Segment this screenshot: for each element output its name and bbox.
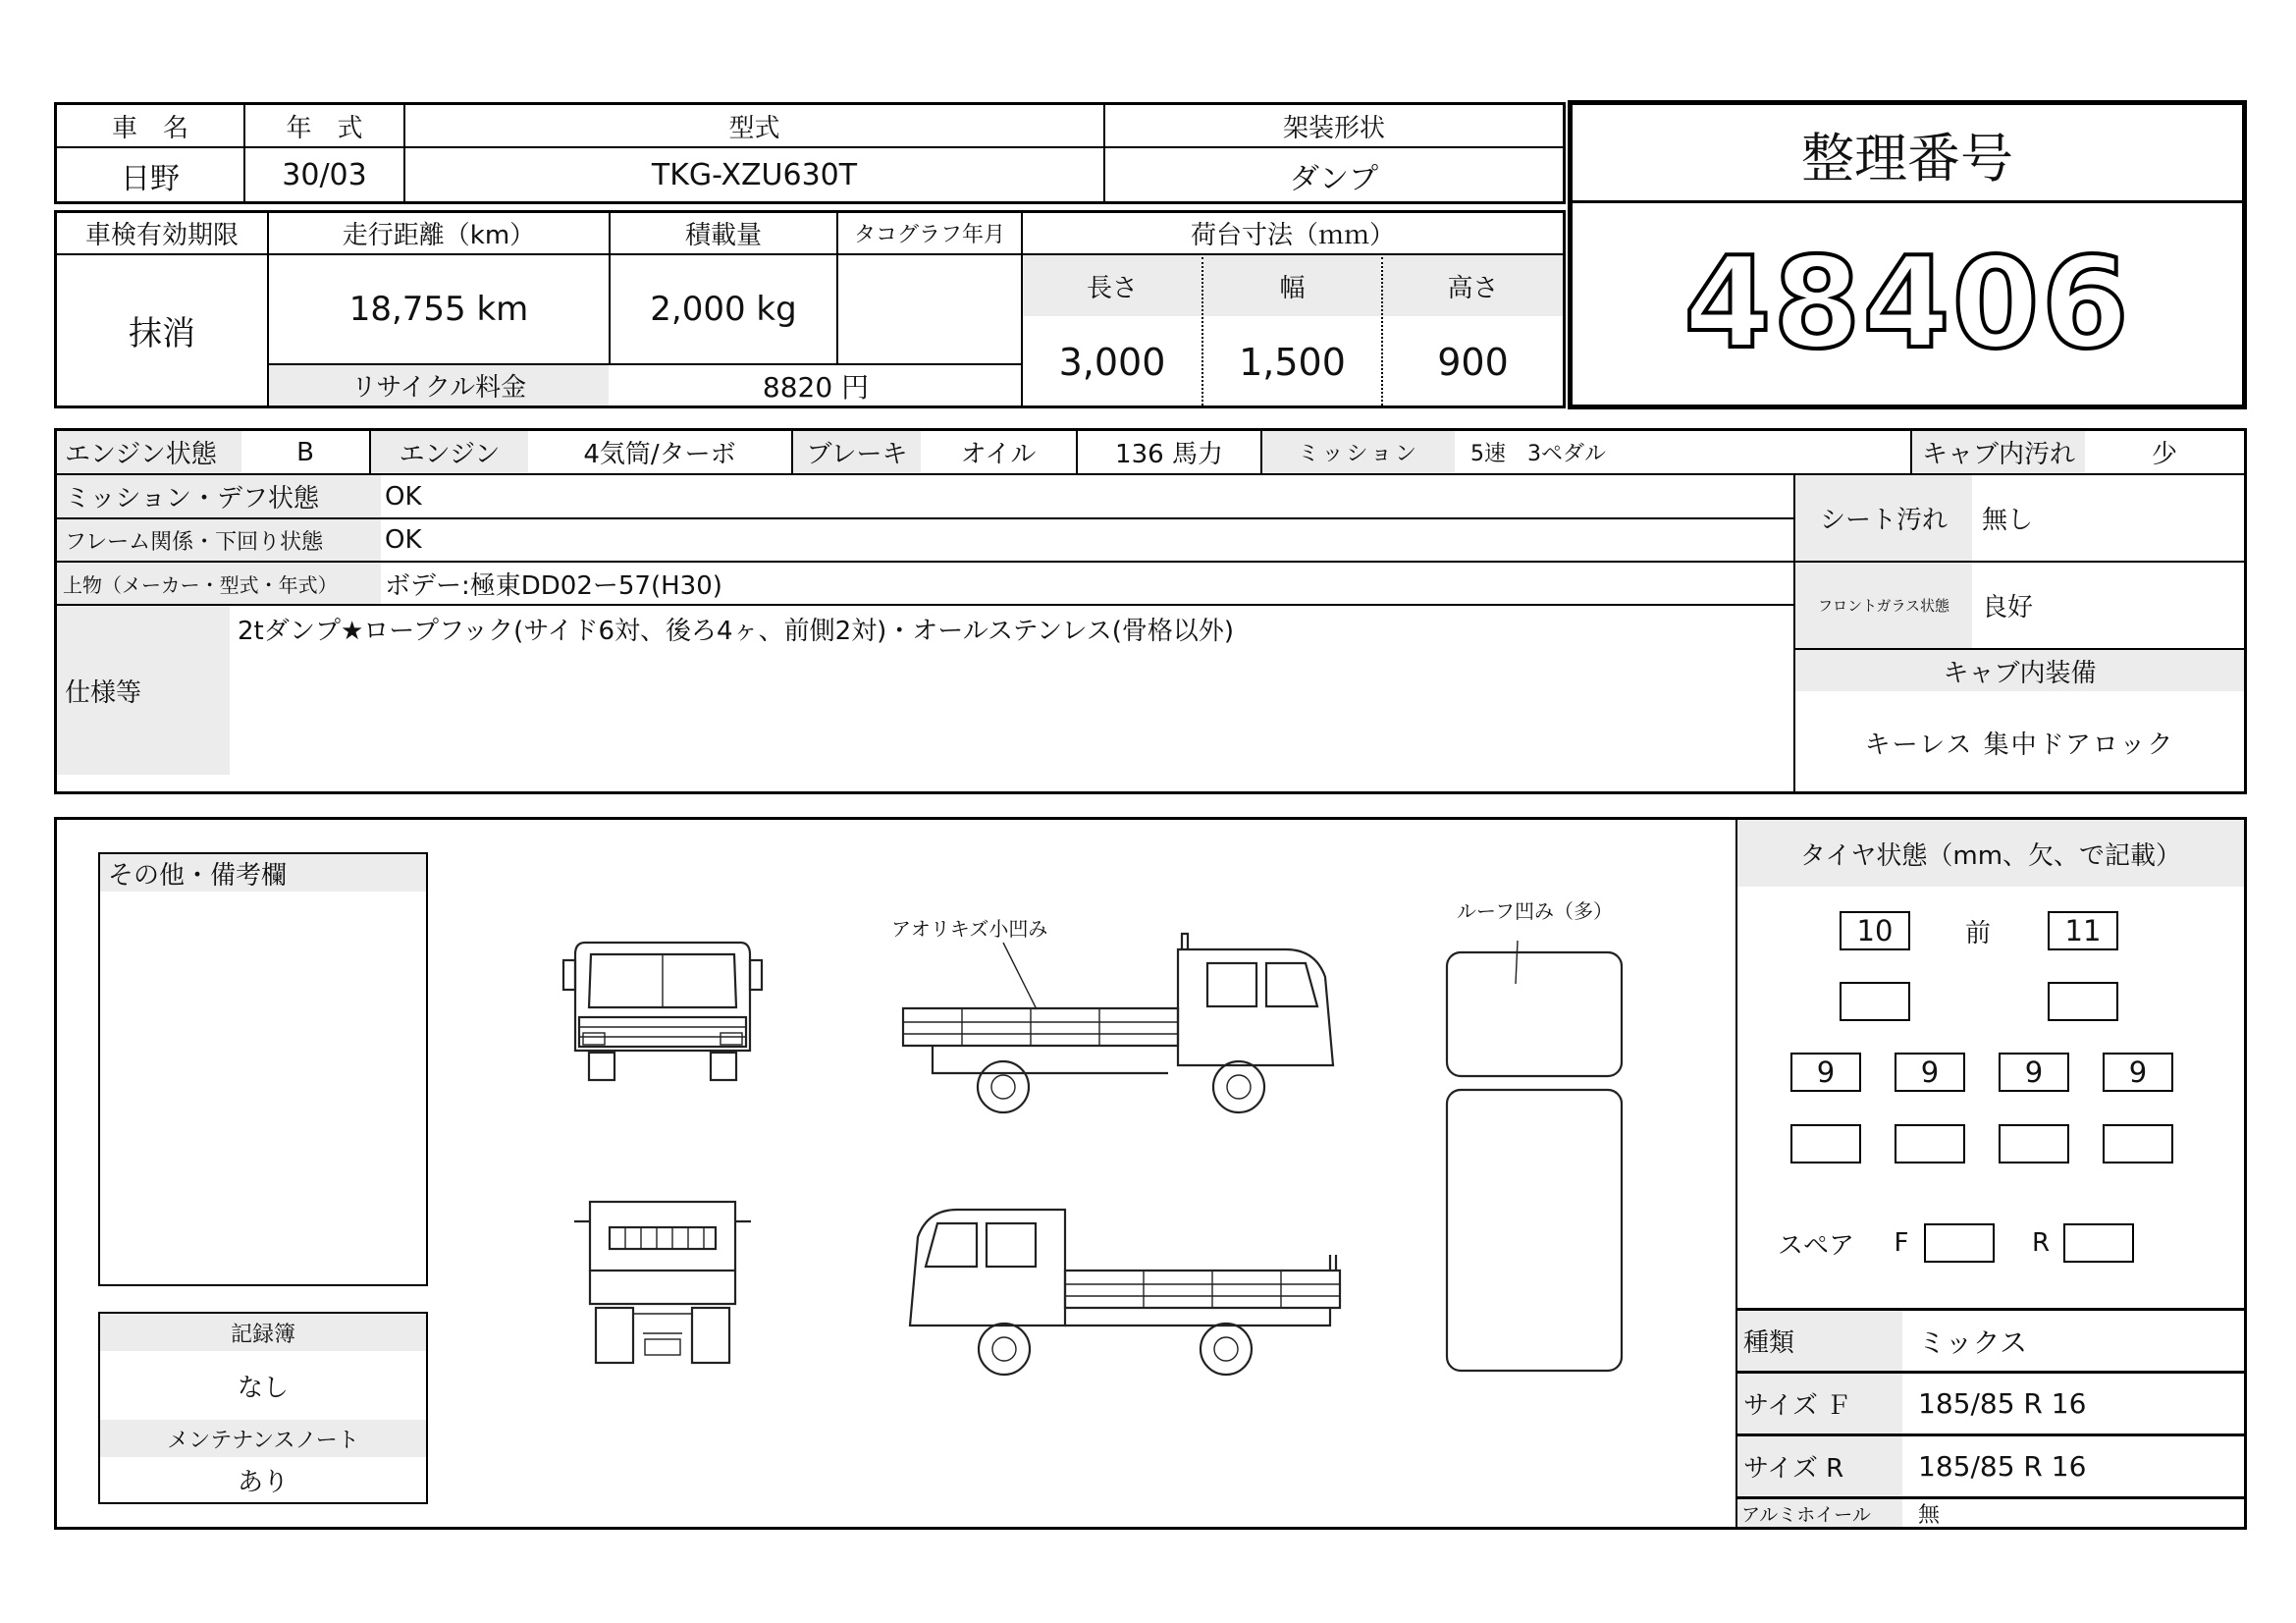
body-type-value: ダンプ [1289, 161, 1379, 196]
frame-value: OK [385, 525, 422, 555]
cab-equip-value: キーレス 集中ドアロック [1864, 730, 2175, 760]
tyre-type-value: ミックス [1918, 1325, 2028, 1359]
tyre-rear-2: 9 [1895, 1053, 1965, 1092]
tyre-rear-4: 9 [2103, 1053, 2173, 1092]
glass-value: 良好 [1982, 593, 2034, 622]
tacho-value [838, 255, 1021, 363]
model-label: 型式 [728, 113, 780, 143]
inspection-value: 抹消 [129, 314, 195, 353]
spare-r-label: R [2031, 1228, 2051, 1258]
recycle-label: リサイクル料金 [269, 365, 609, 406]
length-label: 長さ [1023, 255, 1201, 316]
truck-side-view-left [898, 1188, 1350, 1384]
truck-front-view [550, 933, 775, 1100]
inspection-label: 車検有効期限 [84, 221, 239, 250]
alloy-value: 無 [1918, 1502, 1941, 1528]
diff-value: OK [385, 481, 422, 512]
serial-number: 48406 [1683, 231, 2131, 377]
brake-label: ブレーキ [793, 431, 921, 473]
year-label: 年 式 [286, 113, 363, 143]
bed-dimension-label: 荷台寸法（ｍｍ） [1190, 221, 1395, 250]
tyre-front-right: 11 [2048, 911, 2118, 950]
size-r-value: 185/85 R 16 [1918, 1450, 2087, 1483]
tyre-front-label: 前 [1964, 918, 1991, 948]
truck-side-view-right [893, 938, 1345, 1124]
serial-label: 整理番号 [1801, 127, 2013, 189]
tyre-title: タイヤ状態（mm、欠、で記載） [1737, 820, 2244, 887]
model-value: TKG-XZU630T [651, 158, 858, 192]
seat-value: 無し [1982, 506, 2034, 535]
mission-value: 5速 3ペダル [1470, 442, 1606, 466]
upper-label: 上物（メーカー・型式・年式） [57, 563, 381, 604]
horsepower-value: 136 馬力 [1115, 440, 1223, 469]
engine-state-label: エンジン状態 [57, 431, 241, 473]
note-side-pointer [1001, 941, 1060, 1019]
tyre-rear-2-box [1895, 1124, 1965, 1163]
body-type-label: 架装形状 [1282, 113, 1385, 143]
note-side-damage: アオリキズ小凹み [891, 917, 1048, 941]
spare-f-box [1924, 1223, 1995, 1263]
alloy-label: アルミホイール [1737, 1499, 1902, 1527]
truck-rear-view [564, 1196, 761, 1373]
diff-label: ミッション・デフ状態 [57, 475, 381, 517]
frame-label: フレーム関係・下回り状態 [57, 519, 381, 561]
spare-r-box [2063, 1223, 2134, 1263]
capacity-value: 2,000 kg [650, 290, 797, 329]
mission-label: ミッション [1262, 431, 1455, 473]
year-value: 30/03 [282, 158, 367, 192]
spare-label: スペア [1777, 1230, 1854, 1261]
record-label: 記録簿 [100, 1314, 426, 1351]
maker-value: 日野 [121, 161, 180, 196]
tyre-rear-3-box [1999, 1124, 2069, 1163]
spec-value: 2tダンプ★ロープフック(サイド6対、後ろ4ヶ、前側2対)・オールステンレス(骨格以外) [238, 617, 1235, 646]
width-value: 1,500 [1239, 340, 1346, 384]
size-f-label: サイズ Ｆ [1737, 1374, 1902, 1434]
tacho-label: タコグラフ年月 [853, 223, 1005, 247]
capacity-label: 積載量 [684, 221, 762, 250]
height-value: 900 [1437, 340, 1509, 384]
maker-label: 車 名 [111, 113, 188, 143]
cab-equip-label: キャブ内装備 [1795, 650, 2244, 691]
spare-f-label: F [1894, 1228, 1909, 1258]
height-label: 高さ [1383, 255, 1563, 316]
mileage-value: 18,755 km [348, 290, 529, 329]
note-roof-damage: ルーフ凹み（多） [1457, 899, 1613, 923]
cab-dirt-value: 少 [2151, 440, 2177, 469]
engine-label: エンジン [371, 431, 528, 473]
size-f-value: 185/85 R 16 [1918, 1387, 2087, 1420]
tyre-rear-1-box [1790, 1124, 1861, 1163]
tyre-rear-3: 9 [1999, 1053, 2069, 1092]
record-value: なし [237, 1373, 289, 1403]
seat-label: シート汚れ [1795, 475, 1972, 561]
tyre-front-left: 10 [1840, 911, 1910, 950]
tyre-front-left-box [1840, 982, 1910, 1021]
maintenance-label: メンテナンスノート [100, 1420, 426, 1457]
tyre-type-label: 種類 [1737, 1311, 1902, 1371]
tyre-rear-4-box [2103, 1124, 2173, 1163]
length-value: 3,000 [1058, 340, 1166, 384]
brake-value: オイル [960, 440, 1037, 469]
mileage-label: 走行距離（km） [342, 221, 536, 250]
recycle-value: 8820 円 [762, 370, 870, 404]
size-r-label: サイズ R [1737, 1436, 1902, 1496]
remarks-box [98, 852, 428, 1286]
upper-value: ボデー:極東DD02ー57(H30) [385, 570, 722, 601]
remarks-label: その他・備考欄 [100, 854, 426, 892]
engine-value: 4気筒/ターボ [583, 440, 736, 469]
width-label: 幅 [1203, 255, 1381, 316]
cab-dirt-label: キャブ内汚れ [1912, 431, 2085, 473]
maintenance-value: あり [237, 1467, 289, 1497]
truck-top-view [1443, 950, 1629, 1377]
glass-label: フロントガラス状態 [1795, 563, 1972, 648]
spec-label: 仕様等 [57, 606, 230, 775]
tyre-front-right-box [2048, 982, 2118, 1021]
engine-state-value: B [296, 437, 314, 467]
tyre-rear-1: 9 [1790, 1053, 1861, 1092]
